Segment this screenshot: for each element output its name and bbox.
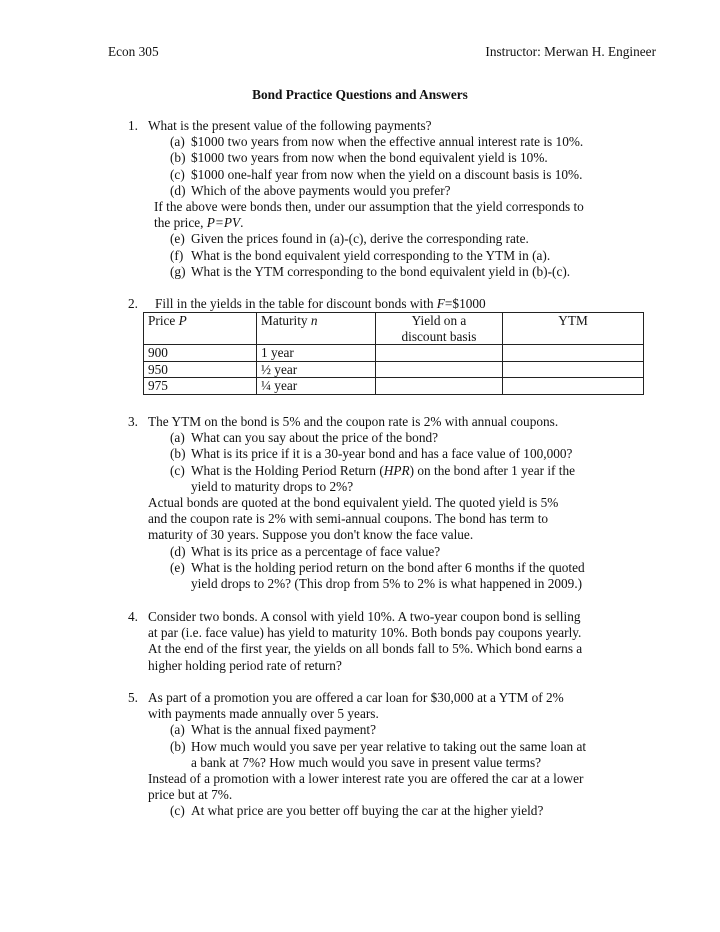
- sub-question-c: (c) $1000 one-half year from now when the yield on a discount basis is 10%.: [170, 166, 583, 182]
- question-text: at par (i.e. face value) has yield to maturity 10%. Both bonds pay coupons yearly.: [148, 625, 582, 641]
- price-cell: 900: [144, 345, 257, 362]
- question-text: As part of a promotion you are offered a car loan for $30,000 at a YTM of 2%: [148, 690, 564, 705]
- header-ytm: YTM: [503, 313, 644, 345]
- course-name: Econ 305: [108, 44, 159, 59]
- yield-table: [143, 312, 644, 395]
- sub-question-e: (e) What is the holding period return on the bond after 6 months if the quoted: [170, 559, 585, 575]
- question-number: 4.: [128, 609, 138, 624]
- paragraph: Instead of a promotion with a lower interest rate you are offered the car at a lower: [148, 771, 584, 787]
- note-text-2: the price, P=PV.: [154, 215, 244, 231]
- discount-yield-cell: [376, 378, 503, 395]
- sub-question-f: (f) What is the bond equivalent yield corresponding to the YTM in (a).: [170, 247, 551, 263]
- table-header-row: [144, 313, 644, 345]
- question-2: [108, 296, 618, 312]
- sub-question-d: (d) What is its price as a percentage of face value?: [170, 543, 441, 559]
- question-stem: The YTM on the bond is 5% and the coupon rate is 2% with annual coupons.: [148, 414, 559, 429]
- paragraph: price but at 7%.: [148, 787, 233, 803]
- price-cell: 975: [144, 378, 257, 395]
- paragraph: and the coupon rate is 2% with semi-annual coupons. The bond has term to: [148, 511, 549, 527]
- note-text: If the above were bonds then, under our assumption that the yield corresponds to: [154, 199, 584, 215]
- sub-question-b: (b) How much would you save per year relative to taking out the same loan at: [170, 738, 587, 754]
- question-number: 2.: [128, 296, 138, 311]
- discount-yield-cell: [376, 345, 503, 362]
- question-1: [108, 118, 618, 280]
- table-row: [144, 345, 644, 362]
- sub-question-a: (a) What is the annual fixed payment?: [170, 722, 376, 738]
- sub-question-g: (g) What is the YTM corresponding to the bond equivalent yield in (b)-(c).: [170, 263, 571, 279]
- instructor-name: Instructor: Merwan H. Engineer: [485, 44, 656, 59]
- sub-question-e: (e) Given the prices found in (a)-(c), derive the corresponding rate.: [170, 231, 529, 247]
- table-row: [144, 378, 644, 395]
- ytm-cell: [503, 345, 644, 362]
- question-text: higher holding period rate of return?: [148, 657, 342, 673]
- question-5: [108, 690, 618, 820]
- sub-question-e-cont: yield drops to 2%? (This drop from 5% to 2% is what happened in 2009.): [191, 576, 583, 592]
- sub-question-c: (c) What is the Holding Period Return (HPR) on the bond after 1 year if the: [170, 462, 576, 478]
- question-text: At the end of the first year, the yields on all bonds fall to 5%. Which bond earns a: [148, 641, 583, 657]
- paragraph: maturity of 30 years. Suppose you don't know the face value.: [148, 527, 474, 543]
- sub-question-b-cont: a bank at 7%? How much would you save in present value terms?: [191, 754, 542, 770]
- sub-question-a: (a) What can you say about the price of the bond?: [170, 430, 439, 446]
- maturity-cell: 1 year: [257, 345, 376, 362]
- sub-question-b: (b) What is its price if it is a 30-year bond and has a face value of 100,000?: [170, 446, 573, 462]
- question-4: [108, 609, 618, 674]
- ytm-cell: [503, 361, 644, 378]
- sub-question-a: (a) $1000 two years from now when the effective annual interest rate is 10%.: [170, 134, 584, 150]
- paragraph: Actual bonds are quoted at the bond equivalent yield. The quoted yield is 5%: [148, 495, 559, 511]
- page-header: [0, 44, 720, 62]
- price-cell: 950: [144, 361, 257, 378]
- document-title: Bond Practice Questions and Answers: [252, 87, 468, 102]
- header-discount-yield: Yield on a discount basis: [376, 313, 503, 345]
- header-maturity: Maturity n: [257, 313, 376, 345]
- sub-question-d: (d) Which of the above payments would you prefer?: [170, 182, 451, 198]
- maturity-cell: ¼ year: [257, 378, 376, 395]
- question-stem: Fill in the yields in the table for discount bonds with F=$1000: [155, 296, 486, 311]
- question-3: [108, 414, 618, 592]
- discount-yield-cell: [376, 361, 503, 378]
- question-stem: What is the present value of the following payments?: [148, 118, 432, 133]
- question-number: 1.: [128, 118, 138, 133]
- question-text: Consider two bonds. A consol with yield 10%. A two-year coupon bond is selling: [148, 609, 581, 624]
- question-text: with payments made annually over 5 years.: [148, 706, 379, 722]
- sub-question-c: (c) At what price are you better off buying the car at the higher yield?: [170, 803, 544, 819]
- sub-question-b: (b) $1000 two years from now when the bond equivalent yield is 10%.: [170, 150, 548, 166]
- table-row: [144, 361, 644, 378]
- sub-question-c-cont: yield to maturity drops to 2%?: [191, 478, 354, 494]
- ytm-cell: [503, 378, 644, 395]
- question-number: 3.: [128, 414, 138, 429]
- question-number: 5.: [128, 690, 138, 705]
- maturity-cell: ½ year: [257, 361, 376, 378]
- header-price: Price P: [144, 313, 257, 345]
